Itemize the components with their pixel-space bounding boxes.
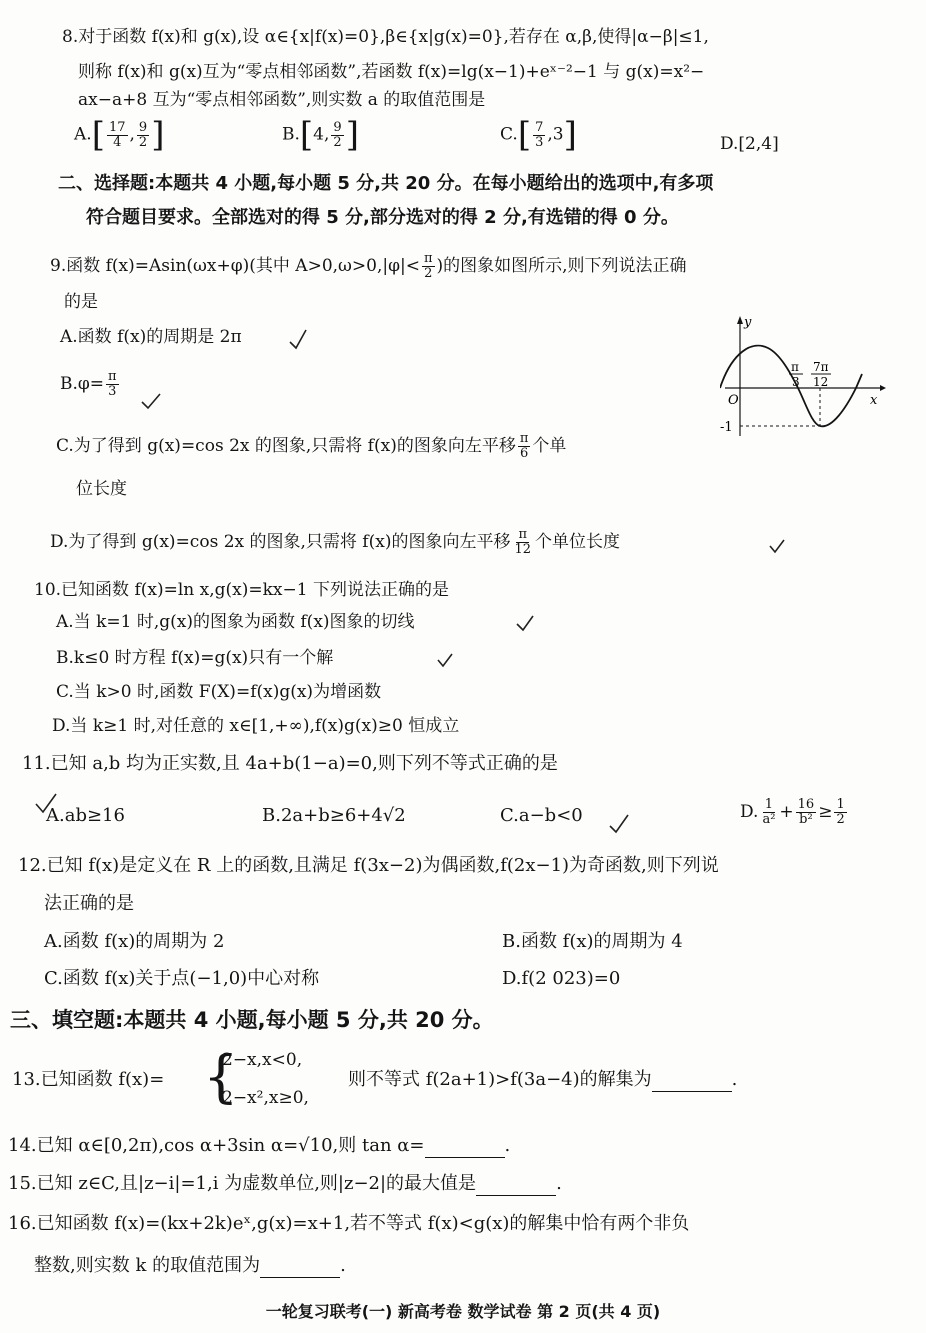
q12-option-d: D.f(2 023)=0 <box>502 968 621 989</box>
q8-line2: 则称 f(x)和 g(x)互为“零点相邻函数”,若函数 f(x)=lg(x−1)+eˣ⁻²−1 与 g(x)=x²− <box>78 62 705 82</box>
q11-option-c: C.a−b<0 <box>500 805 583 826</box>
q9-option-b: B.φ= $\frac{\pi}{3}$ <box>60 369 117 399</box>
q8-option-b: B.[4, $\frac{9}{2}$ ] <box>282 115 359 155</box>
q12-option-a: A.函数 f(x)的周期为 2 <box>44 931 225 952</box>
fraction: $\frac{1}{\text{a²}}$ <box>762 797 776 827</box>
q9-option-d: D.为了得到 g(x)=cos 2x 的图象,只需将 f(x)的图象向左平移 $\frac{\pi}{12}$ 个单位长度 <box>50 527 620 557</box>
q10-option-a: A.当 k=1 时,g(x)的图象为函数 f(x)图象的切线 <box>56 612 415 632</box>
q16-line1: 16.已知函数 f(x)=(kx+2k)eˣ,g(x)=x+1,若不等式 f(x)<g(x)的解集中恰有两个非负 <box>8 1213 690 1234</box>
q9-option-a: A.函数 f(x)的周期是 2π <box>60 327 242 347</box>
q13-stem: 13.已知函数 f(x)= <box>12 1069 165 1090</box>
fraction: $\frac{16}{\text{b²}}$ <box>797 797 815 827</box>
answer-blank[interactable] <box>425 1139 505 1158</box>
fraction: $\frac{\pi}{2}$ <box>423 251 433 281</box>
q9-option-c-cont: 位长度 <box>76 479 127 499</box>
q10-option-d: D.当 k≥1 时,对任意的 x∈[1,+∞),f(x)g(x)≥0 恒成立 <box>52 716 460 736</box>
fraction: $\frac{9}{2}$ <box>333 119 342 150</box>
fraction: $\frac{1}{2}$ <box>836 797 845 827</box>
section2-title: 二、选择题:本题共 4 小题,每小题 5 分,共 20 分。在每小题给出的选项中,有多项 <box>58 173 714 194</box>
check-mark-icon <box>768 536 786 556</box>
q13-case2: 2−x²,x≥0, <box>222 1088 309 1108</box>
sine-curve <box>720 346 862 427</box>
origin-label: O <box>728 393 739 408</box>
fraction: $\frac{\pi}{3}$ <box>108 369 117 399</box>
q15: 15.已知 z∈C,且|z−i|=1,i 为虚数单位,则|z−2|的最大值是 . <box>8 1173 562 1194</box>
x-axis-label: x <box>870 393 878 408</box>
q12-option-c: C.函数 f(x)关于点(−1,0)中心对称 <box>44 968 320 989</box>
tick-label-pi-3-num: π <box>791 360 799 374</box>
piecewise-brace: { <box>203 1045 239 1110</box>
check-mark-icon <box>608 812 630 836</box>
q14: 14.已知 α∈[0,2π),cos α+3sin α=√10,则 tan α= . <box>8 1135 511 1156</box>
q11-option-d: D. $\frac{1}{\text{a²}}$ + $\frac{16}{\text{b²}}$ ≥ $\frac{1}{2}$ <box>740 797 845 827</box>
section3-title: 三、填空题:本题共 4 小题,每小题 5 分,共 20 分。 <box>10 1008 494 1032</box>
q8-line3: ax−a+8 互为“零点相邻函数”,则实数 a 的取值范围是 <box>78 90 486 110</box>
answer-blank[interactable] <box>652 1073 732 1092</box>
q8-line1: 8.对于函数 f(x)和 g(x),设 α∈{x|f(x)=0},β∈{x|g(x)=0},若存在 α,β,使得|α−β|≤1, <box>62 27 709 47</box>
q12-line1: 12.已知 f(x)是定义在 R 上的函数,且满足 f(3x−2)为偶函数,f(2x−1)为奇函数,则下列说 <box>18 855 719 876</box>
fraction: $\frac{7}{3}$ <box>535 119 544 150</box>
q16-line2: 整数,则实数 k 的取值范围为 . <box>34 1255 346 1276</box>
minus-one-label: -1 <box>720 420 733 435</box>
q8-option-c: C.[ $\frac{7}{3}$ ,3] <box>500 115 577 155</box>
check-mark-icon <box>140 390 162 412</box>
answer-blank[interactable] <box>260 1259 340 1278</box>
tick-label-7pi-12-num: 7π <box>813 360 829 374</box>
q9-stem-end: 的是 <box>64 292 98 312</box>
page-footer: 一轮复习联考(一) 新高考卷 数学试卷 第 2 页(共 4 页) <box>265 1302 661 1321</box>
q9-stem: 9.函数 f(x)=Asin(ωx+φ)(其中 A>0,ω>0,|φ|< $\frac{\pi}{2}$ )的图象如图所示,则下列说法正确 <box>50 251 687 281</box>
fraction: $\frac{17}{4}$ <box>108 119 126 150</box>
q10-option-b: B.k≤0 时方程 f(x)=g(x)只有一个解 <box>56 648 334 668</box>
fraction: $\frac{\pi}{12}$ <box>514 527 531 557</box>
q8-option-d: D.[2,4] <box>720 134 779 154</box>
q9-sine-graph <box>720 312 890 442</box>
q12-option-b: B.函数 f(x)的周期为 4 <box>502 931 683 952</box>
q10-option-c: C.当 k>0 时,函数 F(X)=f(x)g(x)为增函数 <box>56 682 382 702</box>
q11-stem: 11.已知 a,b 均为正实数,且 4a+b(1−a)=0,则下列不等式正确的是 <box>22 753 558 774</box>
q11-option-a: A.ab≥16 <box>46 805 125 826</box>
fraction: $\frac{9}{2}$ <box>138 119 148 150</box>
check-mark-icon <box>515 612 535 634</box>
y-axis-label: y <box>744 315 752 330</box>
y-axis-arrow <box>737 316 743 324</box>
fraction: $\frac{\pi}{6}$ <box>519 431 529 461</box>
answer-blank[interactable] <box>476 1177 556 1196</box>
q8-option-a: A.[ $\frac{17}{4}$ , $\frac{9}{2}$ ] <box>74 115 165 155</box>
check-mark-icon <box>436 650 456 670</box>
x-axis-arrow <box>880 385 886 391</box>
tick-label-pi-3-den: 3 <box>792 375 800 389</box>
check-mark-icon <box>288 328 308 352</box>
check-mark-icon <box>34 792 58 818</box>
q13-question: 则不等式 f(2a+1)>f(3a−4)的解集为 . <box>348 1069 738 1090</box>
q12-line2: 法正确的是 <box>44 893 134 914</box>
q9-option-c: C.为了得到 g(x)=cos 2x 的图象,只需将 f(x)的图象向左平移 $\frac{\pi}{6}$ 个单 <box>56 431 567 461</box>
q10-stem: 10.已知函数 f(x)=ln x,g(x)=kx−1 下列说法正确的是 <box>34 580 449 600</box>
tick-label-7pi-12-den: 12 <box>813 375 829 389</box>
q13-case1: 2−x,x<0, <box>222 1050 303 1070</box>
section2-instructions: 符合题目要求。全部选对的得 5 分,部分选对的得 2 分,有选错的得 0 分。 <box>86 207 679 228</box>
q11-option-b: B.2a+b≥6+4√2 <box>262 805 406 826</box>
